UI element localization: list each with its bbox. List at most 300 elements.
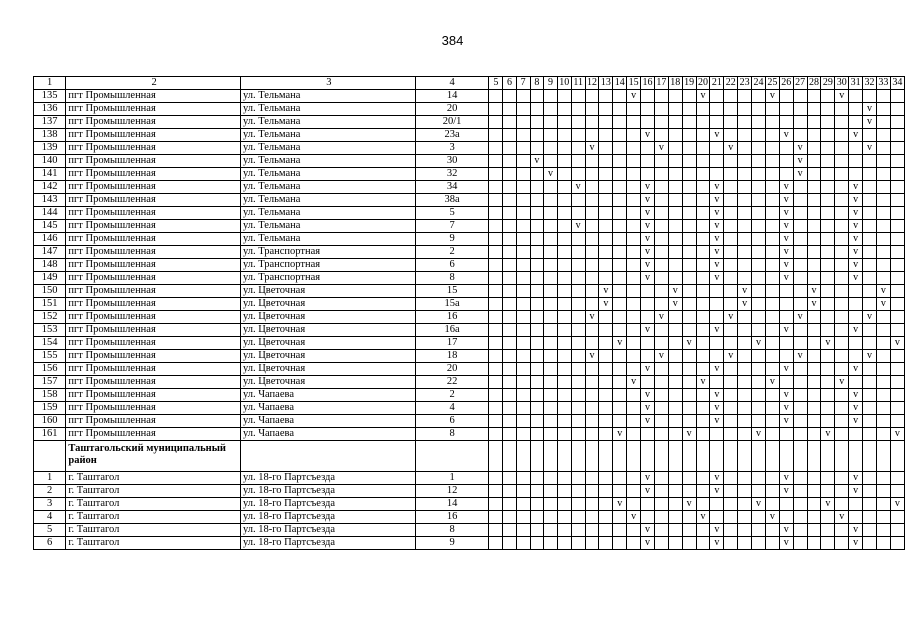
schedule-cell — [599, 537, 613, 550]
schedule-cell — [654, 285, 668, 298]
schedule-cell — [641, 498, 655, 511]
schedule-cell — [779, 168, 793, 181]
schedule-cell — [613, 415, 627, 428]
schedule-cell — [585, 511, 599, 524]
schedule-mark: v — [779, 389, 793, 402]
row-number: 139 — [34, 142, 66, 155]
schedule-cell — [821, 350, 835, 363]
schedule-cell — [682, 485, 696, 498]
schedule-cell — [738, 389, 752, 402]
schedule-cell — [765, 220, 779, 233]
schedule-mark: v — [710, 472, 724, 485]
schedule-cell — [599, 168, 613, 181]
schedule-cell — [530, 103, 544, 116]
schedule-cell — [489, 402, 503, 415]
table-row — [34, 207, 905, 220]
schedule-cell — [544, 103, 558, 116]
schedule-cell — [890, 472, 904, 485]
schedule-cell — [835, 485, 849, 498]
schedule-cell — [599, 376, 613, 389]
schedule-cell — [738, 363, 752, 376]
schedule-cell — [793, 498, 807, 511]
schedule-cell — [765, 537, 779, 550]
schedule-cell — [863, 285, 877, 298]
schedule-cell — [503, 311, 517, 324]
page-number: 384 — [441, 33, 464, 48]
row-number: 155 — [34, 350, 66, 363]
row-number: 150 — [34, 285, 66, 298]
schedule-cell — [724, 220, 738, 233]
schedule-cell — [503, 485, 517, 498]
schedule-cell — [752, 272, 766, 285]
settlement-cell: пгт Промышленная — [66, 311, 241, 324]
schedule-cell — [765, 181, 779, 194]
table-row — [34, 537, 905, 550]
schedule-cell — [571, 524, 585, 537]
table-row — [34, 363, 905, 376]
schedule-mark: v — [710, 233, 724, 246]
schedule-cell — [890, 363, 904, 376]
table-row — [34, 142, 905, 155]
schedule-cell — [489, 324, 503, 337]
schedule-cell — [710, 298, 724, 311]
schedule-mark: v — [710, 246, 724, 259]
schedule-cell — [779, 428, 793, 441]
schedule-cell — [738, 376, 752, 389]
schedule-cell — [696, 129, 710, 142]
schedule-cell — [544, 498, 558, 511]
schedule-cell — [599, 350, 613, 363]
schedule-cell — [682, 129, 696, 142]
schedule-cell — [544, 402, 558, 415]
schedule-cell — [710, 142, 724, 155]
schedule-mark: v — [765, 376, 779, 389]
schedule-cell — [571, 389, 585, 402]
schedule-cell — [516, 472, 530, 485]
schedule-cell — [516, 142, 530, 155]
street-cell: ул. Тельмана — [240, 90, 415, 103]
schedule-cell — [544, 537, 558, 550]
header-cell: 26 — [781, 77, 792, 88]
house-cell: 20/1 — [415, 116, 489, 129]
schedule-cell — [821, 298, 835, 311]
schedule-cell — [765, 259, 779, 272]
schedule-mark: v — [641, 272, 655, 285]
schedule-cell — [696, 298, 710, 311]
schedule-cell — [544, 285, 558, 298]
schedule-mark: v — [779, 220, 793, 233]
schedule-cell — [654, 376, 668, 389]
schedule-cell — [821, 155, 835, 168]
schedule-cell — [738, 207, 752, 220]
schedule-mark: v — [710, 402, 724, 415]
schedule-cell — [530, 441, 544, 472]
schedule-cell — [863, 472, 877, 485]
schedule-cell — [530, 168, 544, 181]
schedule-cell — [571, 116, 585, 129]
schedule-cell — [489, 298, 503, 311]
schedule-cell — [724, 363, 738, 376]
schedule-cell — [738, 233, 752, 246]
schedule-cell — [641, 376, 655, 389]
schedule-cell — [821, 246, 835, 259]
schedule-cell — [876, 129, 890, 142]
street-cell: ул. 18-го Партсъезда — [240, 498, 415, 511]
street-cell: ул. Чапаева — [240, 389, 415, 402]
schedule-cell — [765, 155, 779, 168]
schedule-cell — [613, 350, 627, 363]
schedule-cell — [807, 537, 821, 550]
schedule-cell — [530, 142, 544, 155]
schedule-cell — [793, 363, 807, 376]
house-cell: 16 — [415, 511, 489, 524]
schedule-cell — [599, 324, 613, 337]
schedule-cell — [752, 298, 766, 311]
schedule-cell — [503, 103, 517, 116]
schedule-cell — [793, 194, 807, 207]
schedule-cell — [793, 389, 807, 402]
section-street-cell — [240, 441, 415, 472]
schedule-cell — [779, 155, 793, 168]
schedule-cell — [516, 511, 530, 524]
schedule-cell — [793, 90, 807, 103]
house-cell: 22 — [415, 376, 489, 389]
schedule-cell — [696, 524, 710, 537]
settlement-cell: пгт Промышленная — [66, 285, 241, 298]
schedule-cell — [696, 207, 710, 220]
schedule-cell — [876, 428, 890, 441]
schedule-mark: v — [599, 298, 613, 311]
schedule-cell — [557, 90, 571, 103]
schedule-mark: v — [849, 402, 863, 415]
schedule-cell — [641, 441, 655, 472]
schedule-mark: v — [613, 337, 627, 350]
schedule-cell — [835, 311, 849, 324]
schedule-cell — [599, 272, 613, 285]
schedule-cell — [738, 311, 752, 324]
schedule-cell — [503, 537, 517, 550]
schedule-cell — [793, 428, 807, 441]
schedule-cell — [627, 524, 641, 537]
schedule-cell — [557, 129, 571, 142]
schedule-cell — [807, 155, 821, 168]
schedule-cell — [752, 142, 766, 155]
schedule-cell — [557, 194, 571, 207]
schedule-cell — [613, 129, 627, 142]
schedule-cell — [489, 524, 503, 537]
schedule-mark: v — [835, 511, 849, 524]
schedule-cell — [835, 472, 849, 485]
row-number: 137 — [34, 116, 66, 129]
schedule-cell — [863, 233, 877, 246]
schedule-cell — [627, 194, 641, 207]
schedule-cell — [890, 168, 904, 181]
schedule-cell — [613, 207, 627, 220]
schedule-cell — [585, 402, 599, 415]
schedule-cell — [489, 142, 503, 155]
schedule-cell — [738, 90, 752, 103]
schedule-mark: v — [654, 142, 668, 155]
schedule-cell — [710, 441, 724, 472]
schedule-cell — [849, 285, 863, 298]
schedule-mark: v — [849, 220, 863, 233]
schedule-cell — [765, 129, 779, 142]
schedule-mark: v — [641, 194, 655, 207]
schedule-cell — [682, 90, 696, 103]
schedule-cell — [821, 142, 835, 155]
schedule-cell — [890, 402, 904, 415]
schedule-cell — [544, 129, 558, 142]
schedule-cell — [571, 511, 585, 524]
schedule-cell — [641, 168, 655, 181]
schedule-cell — [544, 363, 558, 376]
schedule-cell — [516, 168, 530, 181]
schedule-cell — [641, 311, 655, 324]
schedule-cell — [765, 168, 779, 181]
schedule-cell — [863, 324, 877, 337]
schedule-cell — [571, 337, 585, 350]
header-cell: 31 — [850, 77, 861, 88]
schedule-cell — [696, 441, 710, 472]
header-cell: 22 — [725, 77, 736, 88]
schedule-mark: v — [738, 285, 752, 298]
schedule-cell — [489, 246, 503, 259]
schedule-cell — [557, 511, 571, 524]
schedule-cell — [571, 498, 585, 511]
schedule-mark: v — [571, 220, 585, 233]
schedule-cell — [752, 116, 766, 129]
schedule-cell — [571, 194, 585, 207]
schedule-cell — [585, 246, 599, 259]
schedule-cell — [544, 116, 558, 129]
schedule-cell — [516, 181, 530, 194]
schedule-cell — [779, 90, 793, 103]
schedule-cell — [724, 90, 738, 103]
schedule-cell — [571, 415, 585, 428]
schedule-cell — [710, 90, 724, 103]
schedule-cell — [835, 337, 849, 350]
schedule-cell — [530, 311, 544, 324]
house-cell: 5 — [415, 207, 489, 220]
schedule-cell — [613, 511, 627, 524]
schedule-cell — [585, 90, 599, 103]
schedule-cell — [682, 116, 696, 129]
schedule-cell — [641, 155, 655, 168]
street-cell: ул. Цветочная — [240, 363, 415, 376]
schedule-mark: v — [779, 207, 793, 220]
schedule-cell — [544, 511, 558, 524]
table-row — [34, 524, 905, 537]
schedule-cell — [516, 415, 530, 428]
schedule-mark: v — [696, 376, 710, 389]
header-cell: 9 — [544, 77, 558, 90]
schedule-cell — [585, 168, 599, 181]
schedule-cell — [585, 524, 599, 537]
schedule-cell — [821, 389, 835, 402]
schedule-cell — [627, 259, 641, 272]
schedule-cell — [489, 441, 503, 472]
schedule-cell — [821, 441, 835, 472]
schedule-cell — [489, 311, 503, 324]
schedule-cell — [821, 259, 835, 272]
schedule-cell — [696, 428, 710, 441]
schedule-mark: v — [779, 485, 793, 498]
schedule-cell — [585, 207, 599, 220]
schedule-mark: v — [696, 511, 710, 524]
schedule-cell — [752, 324, 766, 337]
schedule-cell — [696, 142, 710, 155]
header-cell: 4 — [415, 77, 489, 90]
schedule-cell — [752, 485, 766, 498]
schedule-cell — [682, 441, 696, 472]
settlement-cell: пгт Промышленная — [66, 194, 241, 207]
schedule-cell — [724, 194, 738, 207]
schedule-mark: v — [710, 324, 724, 337]
schedule-cell — [654, 116, 668, 129]
schedule-cell — [503, 155, 517, 168]
schedule-cell — [571, 402, 585, 415]
schedule-cell — [821, 415, 835, 428]
row-number: 156 — [34, 363, 66, 376]
schedule-cell — [682, 298, 696, 311]
schedule-cell — [835, 155, 849, 168]
schedule-cell — [544, 524, 558, 537]
schedule-cell — [752, 181, 766, 194]
schedule-cell — [571, 298, 585, 311]
schedule-cell — [516, 337, 530, 350]
schedule-cell — [654, 363, 668, 376]
schedule-cell — [613, 233, 627, 246]
schedule-cell — [752, 441, 766, 472]
house-cell: 16а — [415, 324, 489, 337]
schedule-cell — [613, 376, 627, 389]
schedule-cell — [585, 472, 599, 485]
schedule-cell — [807, 363, 821, 376]
schedule-cell — [557, 298, 571, 311]
schedule-cell — [752, 168, 766, 181]
row-number: 160 — [34, 415, 66, 428]
schedule-cell — [654, 428, 668, 441]
settlement-cell: пгт Промышленная — [66, 376, 241, 389]
schedule-cell — [765, 285, 779, 298]
settlement-cell: пгт Промышленная — [66, 116, 241, 129]
schedule-cell — [876, 350, 890, 363]
schedule-cell — [793, 472, 807, 485]
schedule-cell — [779, 103, 793, 116]
schedule-mark: v — [710, 272, 724, 285]
schedule-cell — [544, 376, 558, 389]
schedule-mark: v — [876, 298, 890, 311]
schedule-cell — [599, 415, 613, 428]
schedule-cell — [876, 168, 890, 181]
schedule-cell — [654, 233, 668, 246]
schedule-cell — [849, 376, 863, 389]
schedule-cell — [765, 428, 779, 441]
schedule-cell — [890, 350, 904, 363]
street-cell: ул. 18-го Партсъезда — [240, 537, 415, 550]
schedule-mark: v — [641, 246, 655, 259]
schedule-mark: v — [627, 376, 641, 389]
schedule-cell — [503, 441, 517, 472]
schedule-cell — [668, 246, 682, 259]
schedule-cell — [821, 402, 835, 415]
schedule-cell — [668, 402, 682, 415]
schedule-cell — [682, 246, 696, 259]
header-cell: 10 — [559, 77, 570, 88]
schedule-cell — [765, 246, 779, 259]
schedule-cell — [557, 220, 571, 233]
schedule-cell — [557, 207, 571, 220]
street-cell: ул. Тельмана — [240, 168, 415, 181]
schedule-cell — [585, 298, 599, 311]
schedule-cell — [530, 511, 544, 524]
schedule-cell — [503, 324, 517, 337]
schedule-cell — [863, 155, 877, 168]
schedule-cell — [696, 402, 710, 415]
row-number: 2 — [34, 485, 66, 498]
schedule-cell — [585, 485, 599, 498]
schedule-cell — [654, 511, 668, 524]
schedule-cell — [793, 376, 807, 389]
schedule-cell — [613, 194, 627, 207]
schedule-cell — [890, 103, 904, 116]
schedule-cell — [765, 363, 779, 376]
schedule-cell — [530, 389, 544, 402]
house-cell: 1 — [415, 472, 489, 485]
schedule-mark: v — [821, 428, 835, 441]
schedule-cell — [613, 90, 627, 103]
schedule-cell — [599, 207, 613, 220]
schedule-cell — [503, 363, 517, 376]
schedule-mark: v — [849, 485, 863, 498]
schedule-cell — [738, 142, 752, 155]
schedule-cell — [627, 181, 641, 194]
schedule-cell — [613, 285, 627, 298]
schedule-cell — [835, 103, 849, 116]
schedule-cell — [752, 524, 766, 537]
schedule-cell — [557, 259, 571, 272]
schedule-cell — [613, 298, 627, 311]
settlement-cell: г. Таштагол — [66, 511, 241, 524]
house-cell: 6 — [415, 415, 489, 428]
schedule-cell — [779, 142, 793, 155]
schedule-mark: v — [710, 194, 724, 207]
row-number: 5 — [34, 524, 66, 537]
schedule-cell — [668, 168, 682, 181]
schedule-cell — [503, 90, 517, 103]
schedule-mark: v — [779, 272, 793, 285]
schedule-mark: v — [544, 168, 558, 181]
house-cell: 17 — [415, 337, 489, 350]
schedule-cell — [668, 259, 682, 272]
schedule-cell — [544, 246, 558, 259]
schedule-cell — [765, 116, 779, 129]
schedule-cell — [668, 194, 682, 207]
schedule-cell — [849, 311, 863, 324]
schedule-cell — [876, 524, 890, 537]
schedule-cell — [835, 285, 849, 298]
schedule-cell — [807, 168, 821, 181]
schedule-cell — [613, 116, 627, 129]
schedule-cell — [765, 194, 779, 207]
schedule-cell — [516, 207, 530, 220]
schedule-cell — [599, 311, 613, 324]
schedule-cell — [807, 376, 821, 389]
schedule-cell — [599, 402, 613, 415]
schedule-cell — [682, 285, 696, 298]
schedule-cell — [682, 376, 696, 389]
schedule-cell — [890, 511, 904, 524]
